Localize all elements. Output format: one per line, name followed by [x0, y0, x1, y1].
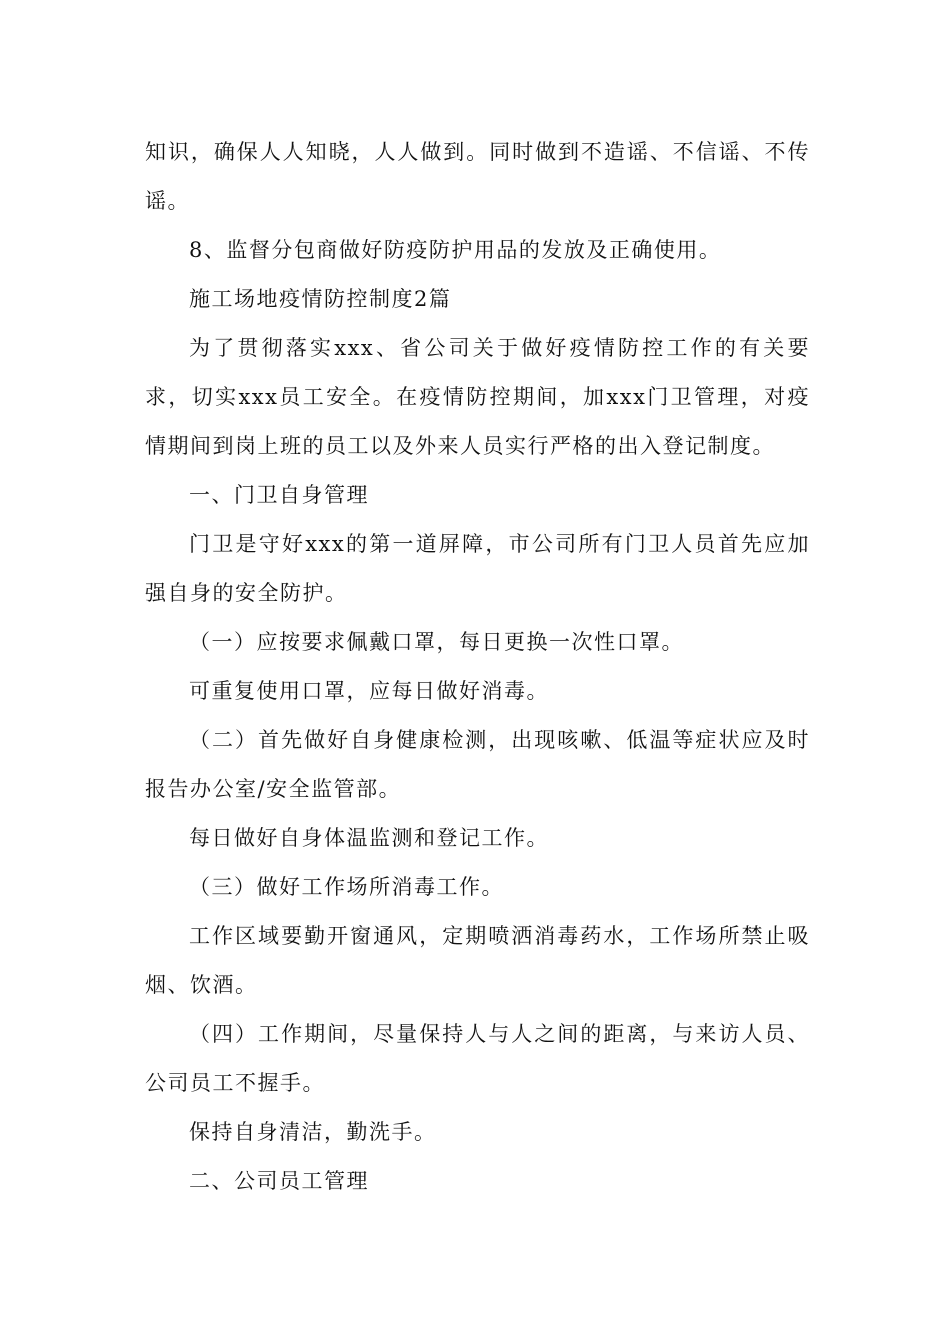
heading-gatekeeper-management: 一、门卫自身管理 — [189, 483, 369, 507]
paragraph-2: 8、监督分包商做好防疫防护用品的发放及正确使用。 — [189, 238, 722, 262]
document-body — [145, 128, 810, 1206]
heading-employee-management: 二、公司员工管理 — [189, 1169, 369, 1193]
item-3-note: 工作区域要勤开窗通风，定期喷洒消毒药水，工作场所禁止吸烟、饮酒。 — [145, 924, 810, 997]
item-4-note: 保持自身清洁，勤洗手。 — [189, 1120, 437, 1144]
paragraph-intro: 为了贯彻落实xxx、省公司关于做好疫情防控工作的有关要求，切实xxx员工安全。在疫情防控期间，加xxx门卫管理，对疫情期间到岗上班的员工以及外来人员实行严格的出入登记制度。 — [145, 336, 810, 458]
item-1-note: 可重复使用口罩，应每日做好消毒。 — [189, 679, 549, 703]
paragraph-1: 知识，确保人人知晓，人人做到。同时做到不造谣、不信谣、不传谣。 — [145, 140, 810, 213]
item-2-note: 每日做好自身体温监测和登记工作。 — [189, 826, 549, 850]
item-1: （一）应按要求佩戴口罩，每日更换一次性口罩。 — [189, 630, 684, 654]
section-title: 施工场地疫情防控制度2篇 — [189, 287, 452, 311]
item-4: （四）工作期间，尽量保持人与人之间的距离，与来访人员、公司员工不握手。 — [145, 1022, 810, 1095]
paragraph-gatekeeper: 门卫是守好xxx的第一道屏障，市公司所有门卫人员首先应加强自身的安全防护。 — [145, 532, 810, 605]
item-2: （二）首先做好自身健康检测，出现咳嗽、低温等症状应及时报告办公室/安全监管部。 — [145, 728, 810, 801]
item-3: （三）做好工作场所消毒工作。 — [189, 875, 504, 899]
